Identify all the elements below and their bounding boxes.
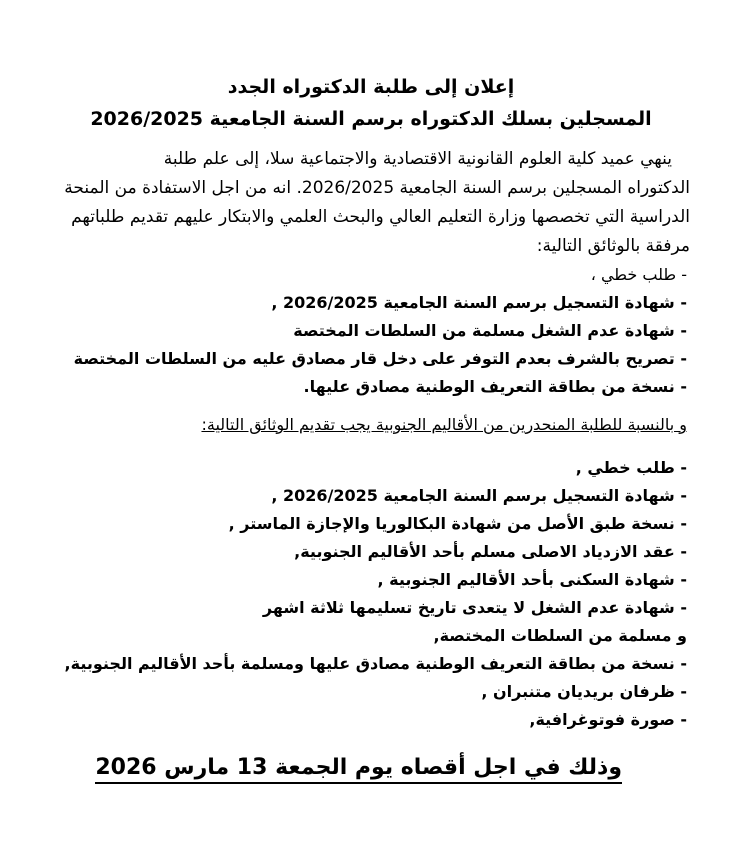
intro-line: الدكتوراه المسجلين برسم السنة الجامعية 2026/2025. انه من اجل الاستفادة من المنحة bbox=[64, 178, 690, 198]
list-item: - نسخة طبق الأصل من شهادة البكالوريا والإجازة الماستر , bbox=[228, 514, 687, 533]
list-item: - تصريح بالشرف بعدم التوفر على دخل قار مصادق عليه من السلطات المختصة bbox=[73, 349, 687, 368]
announcement-subtitle: المسجلين بسلك الدكتوراه برسم السنة الجامعية 2026/2025 bbox=[90, 108, 652, 130]
general-documents-list bbox=[40, 261, 687, 401]
list-item: - شهادة عدم الشغل لا يتعدى تاريخ تسليمها ثلاثة اشهر bbox=[262, 598, 687, 617]
list-item: - شهادة التسجيل برسم السنة الجامعية 2026/2025 , bbox=[271, 486, 687, 505]
deadline-notice: وذلك في اجل أقصاه يوم الجمعة 13 مارس 2026 bbox=[95, 755, 622, 784]
list-item: - شهادة التسجيل برسم السنة الجامعية 2026/2025 , bbox=[271, 293, 687, 312]
list-item: - شهادة السكنى بأحد الأقاليم الجنوبية , bbox=[377, 570, 687, 589]
list-item: - نسخة من بطاقة التعريف الوطنية مصادق عليها ومسلمة بأحد الأقاليم الجنوبية, bbox=[64, 654, 687, 673]
list-item: - نسخة من بطاقة التعريف الوطنية مصادق عليها. bbox=[303, 377, 687, 396]
intro-line: الدراسية التي تخصصها وزارة التعليم العالي والبحث العلمي والابتكار عليهم تقديم طلباتهم bbox=[71, 207, 690, 227]
list-item: - صورة فوتوغرافية, bbox=[529, 710, 687, 729]
southern-documents-list bbox=[40, 454, 687, 734]
intro-line: ينهي عميد كلية العلوم القانونية الاقتصادية والاجتماعية سلا، إلى علم طلبة bbox=[163, 149, 672, 169]
list-item: - ظرفان بريديان متنبران , bbox=[481, 682, 687, 701]
list-item: - عقد الازدياد الاصلى مسلم بأحد الأقاليم الجنوبية, bbox=[294, 542, 687, 561]
announcement-title: إعلان إلى طلبة الدكتوراه الجدد bbox=[227, 76, 515, 98]
southern-provinces-heading: و بالنسبة للطلبة المنحدرين من الأقاليم الجنوبية يجب تقديم الوثائق التالية: bbox=[201, 415, 687, 434]
intro-paragraph bbox=[42, 145, 690, 261]
list-item: - شهادة عدم الشغل مسلمة من السلطات المختصة bbox=[293, 321, 687, 340]
intro-line: مرفقة بالوثائق التالية: bbox=[536, 236, 690, 256]
list-item: و مسلمة من السلطات المختصة, bbox=[433, 626, 687, 645]
list-item: - طلب خطي ، bbox=[590, 265, 687, 284]
list-item: - طلب خطي , bbox=[575, 458, 687, 477]
